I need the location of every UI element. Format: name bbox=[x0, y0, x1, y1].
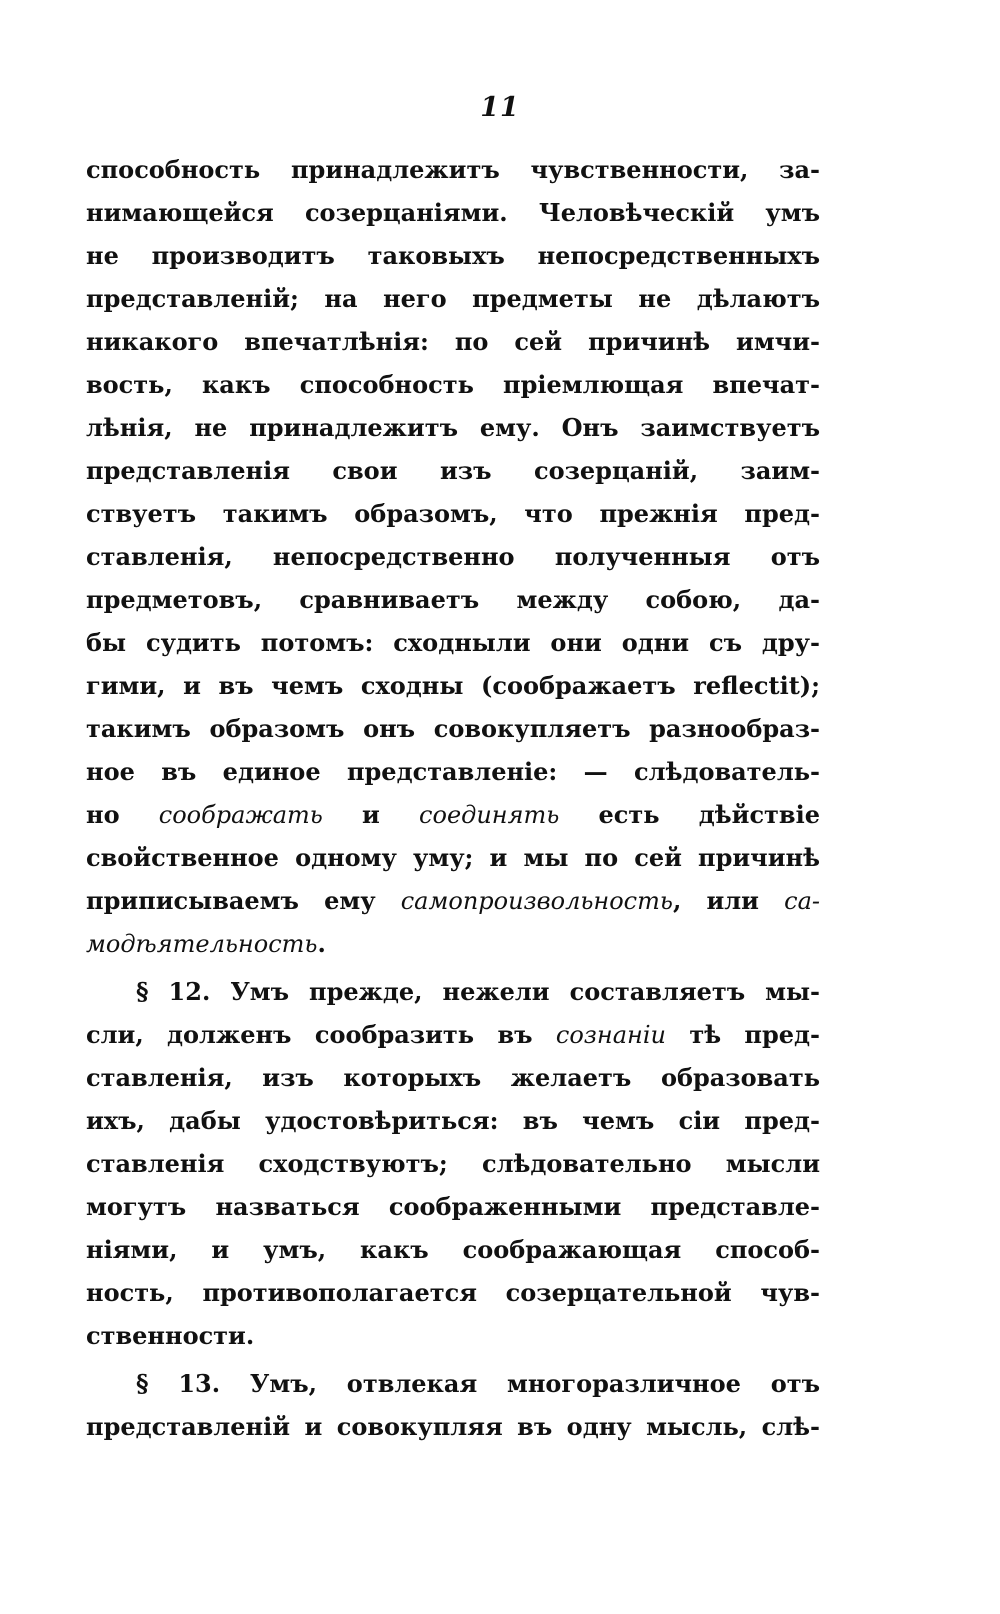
text-span: лѣнія, не принадлежитъ ему. Онъ заимствуетъ bbox=[86, 413, 820, 442]
text-span: представленій и совокупляя въ одну мысль, слѣ- bbox=[86, 1412, 820, 1441]
text-line bbox=[86, 580, 820, 620]
text-line bbox=[86, 193, 820, 233]
text-span: ставленія сходствуютъ; слѣдовательно мысли bbox=[86, 1149, 820, 1178]
text-line bbox=[86, 1230, 820, 1270]
text-span: . bbox=[317, 929, 326, 958]
page-number: 11 bbox=[480, 92, 520, 123]
text-span: ственности. bbox=[86, 1321, 255, 1350]
text-span: ихъ, дабы удостовѣриться: въ чемъ сіи пред- bbox=[86, 1106, 820, 1135]
text-line bbox=[86, 1407, 820, 1447]
text-span: есть дѣйствіе bbox=[559, 800, 820, 829]
text-line bbox=[86, 623, 820, 663]
text-span: ставленія, изъ которыхъ желаетъ образовать bbox=[86, 1063, 820, 1092]
text-span: ствуетъ такимъ образомъ, что прежнія пред- bbox=[86, 499, 820, 528]
text-span: тѣ пред- bbox=[665, 1020, 821, 1049]
text-line bbox=[86, 1187, 820, 1227]
text-line bbox=[86, 1316, 820, 1356]
text-span: приписываемъ ему bbox=[86, 886, 401, 915]
text-line bbox=[86, 322, 820, 362]
text-span: предметовъ, сравниваетъ между собою, да- bbox=[86, 585, 820, 614]
text-line bbox=[86, 881, 820, 921]
text-span: могутъ назваться соображенными представле- bbox=[86, 1192, 820, 1221]
text-span: § 13. Умъ, отвлекая многоразличное отъ bbox=[136, 1369, 820, 1398]
text-span: такимъ образомъ онъ совокупляетъ разнообраз- bbox=[86, 714, 820, 743]
text-line bbox=[86, 752, 820, 792]
text-span: нимающейся созерцаніями. Человѣческій умъ bbox=[86, 198, 820, 227]
text-span: не производитъ таковыхъ непосредственныхъ bbox=[86, 241, 820, 270]
text-line bbox=[86, 365, 820, 405]
text-line bbox=[86, 236, 820, 276]
text-line bbox=[86, 537, 820, 577]
text-line bbox=[86, 1015, 820, 1055]
text-span: сли, долженъ сообразить въ bbox=[86, 1020, 556, 1049]
text-span: но bbox=[86, 800, 159, 829]
text-line bbox=[86, 1101, 820, 1141]
text-line bbox=[86, 1273, 820, 1313]
text-span: , или bbox=[672, 886, 785, 915]
text-span: представленій; на него предметы не дѣлаютъ bbox=[86, 284, 820, 313]
text-span: никакого впечатлѣнія: по сей причинѣ имчи- bbox=[86, 327, 820, 356]
text-line bbox=[86, 451, 820, 491]
text-span: вость, какъ способность пріемлющая впечат- bbox=[86, 370, 820, 399]
text-span: способность принадлежитъ чувственности, за- bbox=[86, 155, 820, 184]
text-span: бы судить потомъ: сходныли они одни съ дру- bbox=[86, 628, 820, 657]
italic-text: самопроизвольность bbox=[400, 887, 673, 915]
text-span: и bbox=[322, 800, 420, 829]
text-line bbox=[86, 150, 820, 190]
text-span: § 12. Умъ прежде, нежели составляетъ мы- bbox=[136, 977, 820, 1006]
text-span: ставленія, непосредственно полученныя отъ bbox=[86, 542, 820, 571]
text-span: гими, и въ чемъ сходны (соображаетъ reflectit); bbox=[86, 671, 820, 700]
text-line bbox=[86, 795, 820, 835]
text-line bbox=[86, 666, 820, 706]
text-line bbox=[86, 279, 820, 319]
text-line bbox=[86, 1058, 820, 1098]
italic-text: са- bbox=[784, 887, 820, 915]
text-line bbox=[86, 408, 820, 448]
italic-text: сознаніи bbox=[555, 1021, 666, 1049]
text-line bbox=[86, 838, 820, 878]
text-span: представленія свои изъ созерцаній, заим- bbox=[86, 456, 820, 485]
text-span: ніями, и умъ, какъ соображающая способ- bbox=[86, 1235, 820, 1264]
text-line bbox=[136, 972, 820, 1012]
italic-text: соединять bbox=[419, 801, 560, 829]
text-line bbox=[86, 1144, 820, 1184]
text-span: ное въ единое представленіе: — слѣдователь- bbox=[86, 757, 820, 786]
text-span: ность, противополагается созерцательной чув- bbox=[86, 1278, 820, 1307]
text-span: свойственное одному уму; и мы по сей причинѣ bbox=[86, 843, 820, 872]
text-line bbox=[86, 494, 820, 534]
text-line bbox=[86, 924, 820, 964]
text-line bbox=[86, 709, 820, 749]
text-line bbox=[136, 1364, 820, 1404]
italic-text: модѣятельность bbox=[86, 930, 318, 958]
italic-text: соображать bbox=[158, 801, 323, 829]
